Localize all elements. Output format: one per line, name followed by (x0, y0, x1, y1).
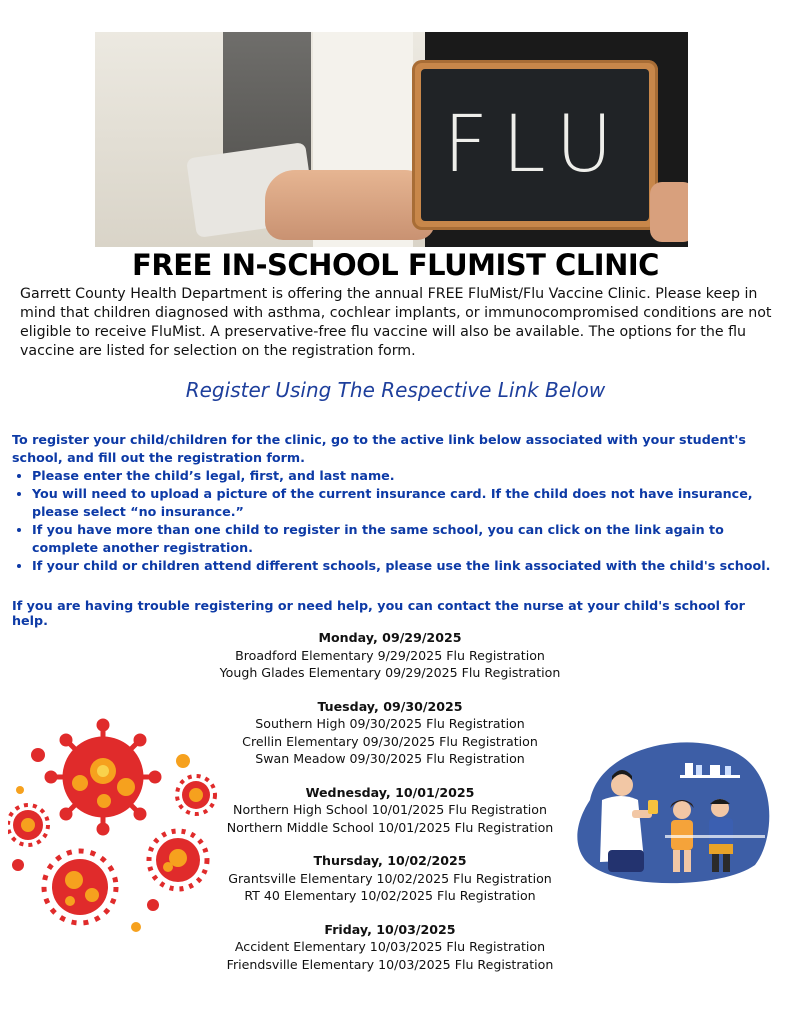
instructions-list (12, 467, 782, 575)
intro-paragraph: Garrett County Health Department is offering the annual FREE FluMist/Flu Vaccine Clinic. Please keep in mind that children diagnosed with asthma, cochlear implants, or immunocompromised conditions are not eligible to receive FluMist. A preservative-free flu vaccine will also be available. The options for the flu vaccine are listed for selection on the registration form. (20, 286, 772, 359)
registration-link[interactable]: RT 40 Elementary 10/02/2025 Flu Registration (244, 888, 536, 903)
chalkboard (412, 60, 658, 230)
instruction-item: • If your child or children attend different schools, please use the link associated with the child's school. (32, 557, 782, 575)
page-title: FREE IN-SCHOOL FLUMIST CLINIC (132, 248, 659, 282)
instruction-item: • Please enter the child’s legal, first, and last name. (32, 467, 782, 485)
register-heading: Register Using The Respective Link Below (185, 378, 606, 402)
instruction-item: • If you have more than one child to register in the same school, you can click on the link again to complete another registration. (32, 521, 782, 557)
help-text: If you are having trouble registering or need help, you can contact the nurse at your child's school for help. (12, 598, 745, 628)
clinic-illustration-icon (570, 730, 775, 890)
registration-link[interactable]: Crellin Elementary 09/30/2025 Flu Registration (242, 733, 538, 749)
schedule-day (190, 698, 590, 768)
hero-photo (95, 32, 688, 247)
clinic-schedule (190, 629, 590, 989)
registration-link[interactable]: Friendsville Elementary 10/03/2025 Flu Registration (226, 956, 554, 972)
day-date: Friday, 10/03/2025 (324, 921, 456, 937)
virus-icon (8, 715, 223, 935)
registration-link[interactable]: Accident Elementary 10/03/2025 Flu Registration (234, 939, 546, 954)
instructions-lead: To register your child/children for the clinic, go to the active link below associated with your student's school, and fill out the registration form. (12, 432, 746, 465)
registration-link[interactable]: Northern High School 10/01/2025 Flu Registration (233, 802, 547, 817)
day-date: Wednesday, 10/01/2025 (305, 784, 475, 800)
schedule-day (190, 852, 590, 905)
day-date: Monday, 09/29/2025 (318, 630, 462, 645)
instructions (12, 431, 782, 575)
registration-link[interactable]: Yough Glades Elementary 09/29/2025 Flu Registration (219, 665, 561, 680)
day-date: Tuesday, 09/30/2025 (317, 698, 463, 714)
day-date: Thursday, 10/02/2025 (313, 853, 467, 868)
instruction-item: • You will need to upload a picture of the current insurance card. If the child does not have insurance, please select “no insurance.” (32, 485, 782, 521)
schedule-day (190, 784, 590, 837)
hand-right (650, 182, 688, 242)
registration-link[interactable]: Northern Middle School 10/01/2025 Flu Registration (226, 819, 554, 835)
registration-link[interactable]: Broadford Elementary 9/29/2025 Flu Registration (235, 647, 545, 663)
registration-link[interactable]: Grantsville Elementary 10/02/2025 Flu Registration (228, 870, 552, 886)
schedule-day (190, 629, 590, 682)
schedule-day (190, 921, 590, 974)
chalkboard-text: FLU (421, 69, 649, 221)
hand (265, 170, 435, 240)
registration-link[interactable]: Southern High 09/30/2025 Flu Registration (255, 716, 525, 731)
registration-link[interactable]: Swan Meadow 09/30/2025 Flu Registration (255, 751, 525, 766)
